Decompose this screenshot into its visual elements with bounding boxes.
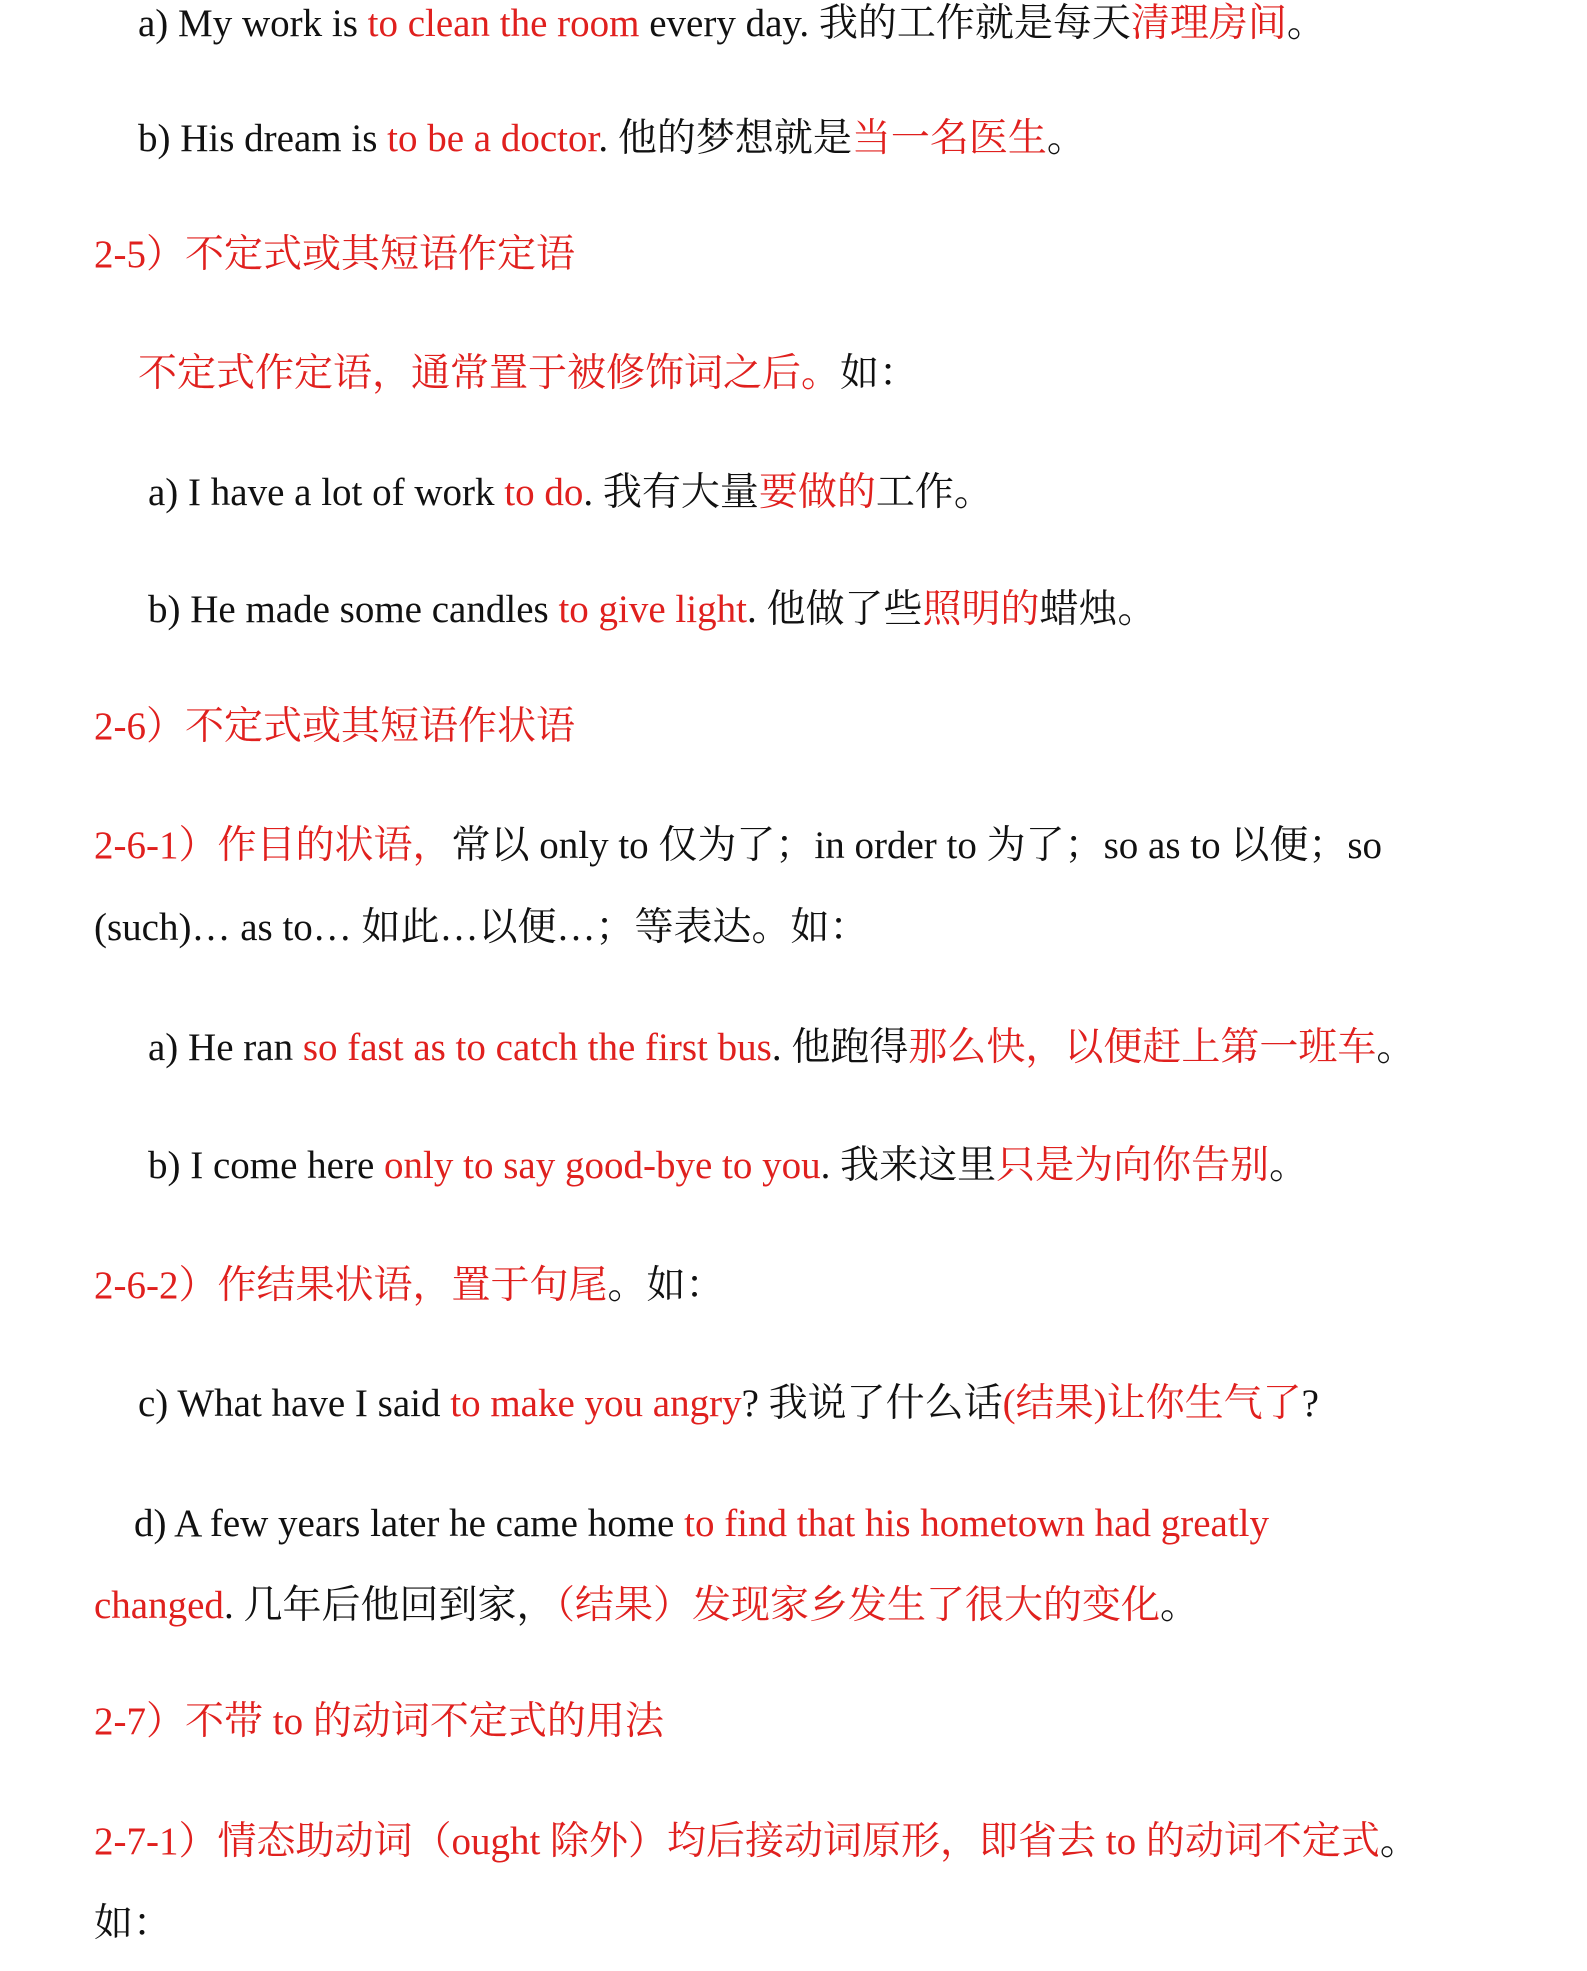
body-text: b) He made some candles bbox=[148, 588, 559, 631]
body-text: a) He ran bbox=[148, 1026, 303, 1069]
body-text: . 我有大量 bbox=[583, 471, 759, 514]
highlighted-text: to clean the room bbox=[367, 2, 640, 45]
body-text: 。 bbox=[1046, 117, 1086, 160]
highlighted-text: to do bbox=[504, 471, 584, 514]
highlighted-text: 只是为向你告别 bbox=[996, 1144, 1270, 1187]
section-heading-2-6 bbox=[94, 703, 575, 751]
rule-text-attributive bbox=[138, 350, 918, 398]
highlighted-text: 清理房间 bbox=[1130, 2, 1287, 45]
body-text: b) I come here bbox=[148, 1144, 385, 1187]
highlighted-text: 当一名医生 bbox=[851, 117, 1047, 160]
body-text: (such)… as to… 如此…以便…；等表达。如： bbox=[94, 906, 869, 949]
highlighted-text: 不定式作定语，通常置于被修饰词之后。 bbox=[138, 352, 841, 395]
highlighted-text: 2-5）不定式或其短语作定语 bbox=[94, 233, 575, 276]
body-text: 如： bbox=[94, 1902, 173, 1945]
highlighted-text: so fast as to catch the first bus bbox=[302, 1026, 772, 1069]
example-line-d-hometown bbox=[134, 1500, 1269, 1548]
body-text: . 我来这里 bbox=[820, 1144, 997, 1187]
example-line-b-candles bbox=[148, 586, 1156, 634]
body-text: 。 bbox=[1286, 2, 1326, 45]
subsection-heading-2-7-1 bbox=[94, 1818, 1419, 1866]
body-text: 蜡烛。 bbox=[1039, 588, 1157, 631]
example-line-b-come-here bbox=[148, 1142, 1308, 1190]
example-intro-ru bbox=[94, 1900, 172, 1948]
body-text: . 他的梦想就是 bbox=[598, 117, 852, 160]
highlighted-text: 2-7）不带 to 的动词不定式的用法 bbox=[94, 1700, 664, 1743]
body-text: . 他跑得 bbox=[771, 1026, 909, 1069]
example-line-b-dream bbox=[138, 115, 1086, 163]
subsection-heading-2-6-2 bbox=[94, 1262, 725, 1310]
body-text: 。 bbox=[1269, 1144, 1309, 1187]
body-text: 。 bbox=[1159, 1584, 1199, 1627]
highlighted-text: only to say good-bye to you bbox=[384, 1144, 821, 1187]
example-line-d-continued bbox=[94, 1582, 1199, 1630]
highlighted-text: changed bbox=[94, 1584, 224, 1627]
subsection-2-6-1-continued bbox=[94, 904, 869, 952]
example-line-a-ran bbox=[148, 1024, 1415, 1072]
highlighted-text: to be a doctor bbox=[387, 117, 599, 160]
highlighted-text: 2-7-1）情态助动词（ought 除外）均后接动词原形，即省去 to 的动词不定式 bbox=[94, 1820, 1380, 1863]
body-text: b) His dream is bbox=[138, 117, 388, 160]
subsection-heading-2-6-1 bbox=[94, 822, 1382, 870]
section-heading-2-7 bbox=[94, 1698, 664, 1746]
section-heading-2-5 bbox=[94, 231, 575, 279]
highlighted-text: （结果）发现家乡发生了很大的变化 bbox=[555, 1584, 1160, 1627]
highlighted-text: 2-6）不定式或其短语作状语 bbox=[94, 705, 575, 748]
body-text: . 他做了些 bbox=[746, 588, 923, 631]
highlighted-text: 2-6-2）作结果状语，置于句尾 bbox=[94, 1264, 608, 1307]
highlighted-text: 2-6-1）作目的状语， bbox=[94, 824, 452, 867]
example-line-a-work bbox=[138, 0, 1326, 48]
highlighted-text: to give light bbox=[558, 588, 747, 631]
example-line-c-angry bbox=[138, 1380, 1319, 1428]
highlighted-text: to make you angry bbox=[450, 1382, 742, 1425]
highlighted-text: 那么快，以便赶上第一班车 bbox=[908, 1026, 1377, 1069]
body-text: 如： bbox=[840, 352, 919, 395]
body-text: ? 我说了什么话 bbox=[741, 1382, 1003, 1425]
body-text: 工作。 bbox=[875, 471, 993, 514]
body-text: 。如： bbox=[607, 1264, 725, 1307]
body-text: . 几年后他回到家， bbox=[223, 1584, 556, 1627]
highlighted-text: 要做的 bbox=[758, 471, 876, 514]
body-text: ? bbox=[1301, 1382, 1319, 1425]
highlighted-text: (结果)让你生气了 bbox=[1002, 1382, 1302, 1425]
body-text: c) What have I said bbox=[138, 1382, 451, 1425]
body-text: a) I have a lot of work bbox=[148, 471, 505, 514]
body-text: d) A few years later he came home bbox=[134, 1502, 685, 1545]
body-text: 常以 only to 仅为了；in order to 为了；so as to 以便；so bbox=[451, 824, 1383, 867]
highlighted-text: 照明的 bbox=[922, 588, 1040, 631]
highlighted-text: to find that his hometown had greatly bbox=[684, 1502, 1269, 1545]
body-text: 。 bbox=[1376, 1026, 1416, 1069]
body-text: 。 bbox=[1379, 1820, 1419, 1863]
body-text: every day. 我的工作就是每天 bbox=[639, 2, 1131, 45]
example-line-a-work-to-do bbox=[148, 469, 993, 517]
body-text: a) My work is bbox=[138, 2, 368, 45]
